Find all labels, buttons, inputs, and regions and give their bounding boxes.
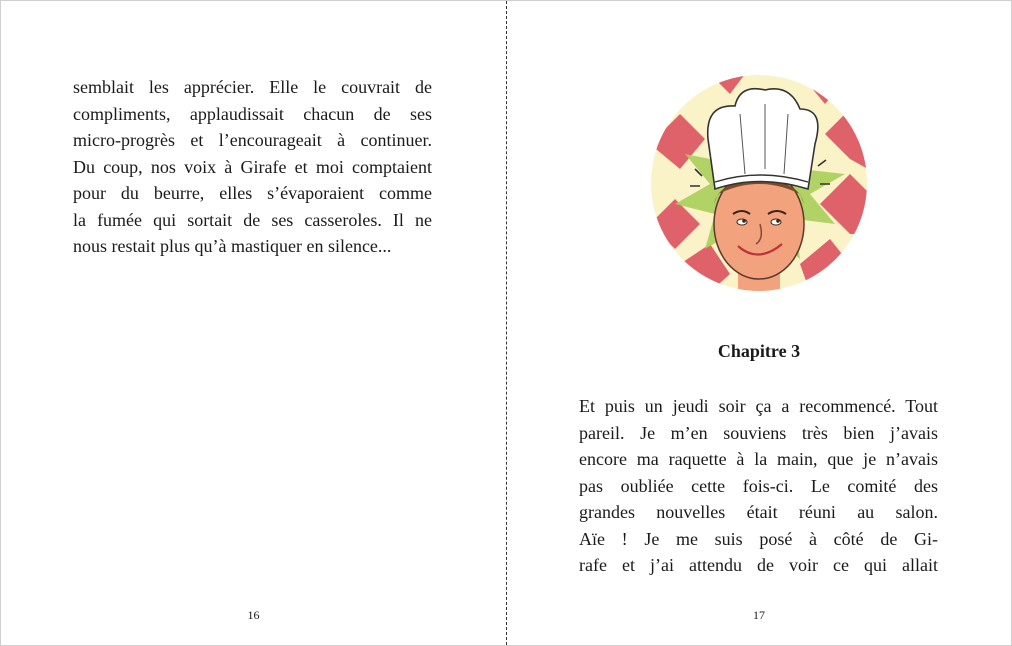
- left-page-text: [73, 74, 432, 260]
- left-page: [1, 1, 506, 645]
- text-line: pas oubliée cette fois-ci. Le comité des: [579, 475, 938, 496]
- text-line: rafe et j’ai attendu de voir ce qui allait: [579, 555, 938, 575]
- right-page-text: [579, 393, 938, 579]
- text-line: micro-progrès et l’encourageait à continuer.: [73, 130, 432, 150]
- text-line: pareil. Je m’en souviens très bien j’avais: [579, 422, 938, 443]
- text-line: la fumée qui sortait de ses casseroles. Il ne: [73, 209, 432, 230]
- text-line: grandes nouvelles était réuni au salon.: [579, 502, 938, 522]
- text-line: compliments, applaudissait chacun de ses: [73, 103, 432, 124]
- page-number-left: 16: [247, 608, 260, 622]
- text-line: nous restait plus qu’à mastiquer en silence...: [73, 236, 392, 256]
- chef-portrait-icon: [650, 74, 868, 292]
- text-line: pour du beurre, elles s’évaporaient comme: [73, 183, 432, 203]
- chapter-title: Chapitre 3: [717, 341, 801, 361]
- text-line: semblait les apprécier. Elle le couvrait de: [73, 77, 432, 97]
- right-page: [507, 1, 1011, 645]
- text-line: Aïe ! Je me suis posé à côté de Gi-: [579, 528, 938, 549]
- page-number-right: 17: [753, 608, 765, 622]
- text-line: Et puis un jeudi soir ça a recommencé. Tout: [579, 396, 938, 416]
- text-line: encore ma raquette à la main, que je n’avais: [579, 449, 938, 469]
- text-line: Du coup, nos voix à Girafe et moi comptaient: [73, 156, 432, 177]
